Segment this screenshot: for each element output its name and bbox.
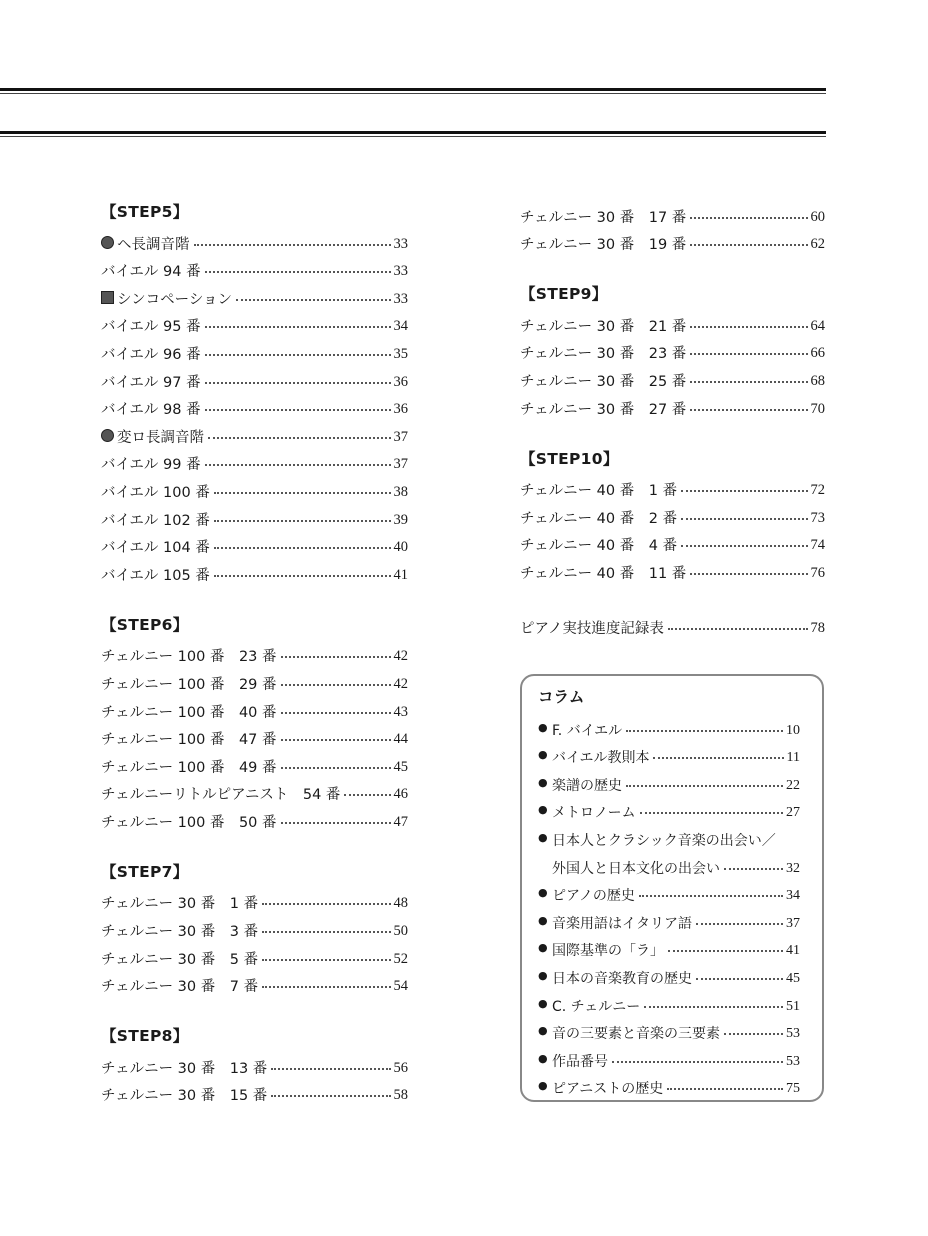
toc-entry[interactable] [520,227,825,255]
dot-leader [281,822,391,824]
step-heading: 【STEP6】 [101,615,189,634]
dot-leader [194,244,391,246]
toc-entry-page: 39 [393,511,408,528]
toc-entry[interactable] [101,309,408,337]
circle-bullet-icon [101,429,114,442]
dot-leader [626,730,783,732]
toc-entry-label: チェルニー 30 番 15 番 [101,1088,268,1105]
toc-entry-label: チェルニー 30 番 25 番 [520,373,687,390]
toc-entry-label: チェルニー 40 番 1 番 [520,483,678,500]
bullet-icon: ● [538,1051,548,1065]
toc-section [101,612,408,832]
column-entry-label: ピアノの歴史 [552,888,635,905]
toc-entry-label: チェルニーリトルピアニスト 54 番 [101,787,341,804]
toc-entry[interactable] [520,363,825,391]
column-entry[interactable] [538,1016,800,1044]
column-entry-page: 41 [786,943,800,959]
toc-entry-label: バイエル 94 番 [101,264,201,281]
bullet-icon: ● [538,1079,548,1093]
dot-leader [205,382,391,384]
dot-leader [653,757,783,759]
toc-entry-page: 36 [393,401,408,418]
toc-entry-page: 41 [393,566,408,583]
toc-entry[interactable] [101,777,408,805]
column-entry[interactable] [538,1043,800,1071]
toc-entry-page: 60 [810,208,825,225]
toc-left-column [101,199,408,1132]
toc-entry-page: 43 [393,703,408,720]
column-entry-label: 作品番号 [552,1053,608,1070]
column-entry[interactable] [538,960,800,988]
column-entry[interactable] [538,740,800,768]
column-entry-page: 34 [786,888,800,904]
column-box [520,674,824,1102]
toc-entry-label: バイエル 95 番 [101,319,201,336]
header-thin-rule [0,136,826,137]
toc-entry[interactable] [101,639,408,667]
toc-entry-label: チェルニー 100 番 40 番 [101,704,277,721]
toc-entry[interactable] [101,722,408,750]
step-heading: 【STEP5】 [101,203,189,221]
column-entry-label: 音楽用語はイタリア語 [552,915,692,932]
toc-entry[interactable] [101,336,408,364]
dot-leader [271,1068,390,1070]
column-entry-label: バイエル教則本 [552,750,650,767]
toc-entry[interactable] [101,557,408,585]
column-entry-label: 楽譜の歴史 [552,777,622,794]
dot-leader [681,545,807,547]
toc-entry-page: 33 [393,263,408,280]
toc-entry[interactable] [520,473,825,501]
toc-entry-page: 68 [810,372,825,389]
toc-entry-label: チェルニー 30 番 7 番 [101,979,259,996]
toc-entry-page: 47 [393,813,408,830]
toc-entry-page: 38 [393,483,408,500]
toc-entry-page: 46 [393,786,408,803]
dot-leader [612,1061,783,1063]
column-entry-label: 日本の音楽教育の歴史 [552,970,692,987]
dot-leader [724,868,783,870]
toc-entry[interactable] [520,555,825,583]
step-heading: 【STEP10】 [520,449,619,468]
toc-entry-page: 45 [393,758,408,775]
toc-entry-label: チェルニー 100 番 47 番 [101,732,277,749]
column-entry-label: ピアニストの歴史 [552,1081,664,1098]
toc-entry-page: 42 [393,648,408,665]
dot-leader [205,409,391,411]
bullet-icon: ● [538,913,548,927]
toc-entry-label: チェルニー 30 番 27 番 [520,401,687,418]
dot-leader [690,409,807,411]
toc-section-continued [520,199,825,254]
toc-entry[interactable] [101,1050,408,1078]
toc-entry-page: 66 [810,345,825,362]
step-heading: 【STEP9】 [520,285,608,304]
toc-entry[interactable] [101,969,408,997]
toc-entry-page: 54 [393,978,408,995]
toc-entry-page: 33 [393,235,408,252]
square-bullet-icon [101,291,114,304]
step-heading: 【STEP7】 [101,862,189,881]
dot-leader [214,547,391,549]
toc-entry-page: 70 [810,400,825,417]
column-entry-label: 日本人とクラシック音楽の出会い／ [552,832,776,849]
dot-leader [205,326,391,328]
column-entry[interactable] [538,1071,800,1099]
dot-leader [690,573,807,575]
toc-entry-page: 50 [393,923,408,940]
dot-leader [205,271,391,273]
toc-entry[interactable] [520,500,825,528]
dot-leader [281,739,391,741]
toc-entry[interactable] [101,1078,408,1106]
dot-leader [208,437,391,439]
toc-entry-page: 76 [810,564,825,581]
column-entry-continuation[interactable] [538,850,800,878]
toc-entry[interactable] [520,308,825,336]
column-box-title: コラム [538,688,585,706]
toc-entry-page: 33 [393,290,408,307]
progress-record-entry[interactable] [520,610,825,638]
bullet-icon: ● [538,775,548,789]
toc-entry-label: チェルニー 30 番 3 番 [101,924,259,941]
column-entry-page: 45 [786,970,800,986]
toc-entry[interactable] [101,502,408,530]
column-entry-page: 27 [786,805,800,821]
column-entry-page: 53 [786,1053,800,1069]
toc-entry-page: 34 [393,318,408,335]
column-entry[interactable] [538,933,800,961]
dot-leader [205,464,391,466]
toc-entry[interactable] [101,941,408,969]
column-entry[interactable] [538,988,800,1016]
column-entry-label: 外国人と日本文化の出会い [552,860,720,877]
toc-entry[interactable] [101,474,408,502]
toc-entry-page: 42 [393,675,408,692]
column-entry-label: F. バイエル [552,722,623,739]
dot-leader [690,244,807,246]
column-entry[interactable] [538,712,800,740]
toc-entry[interactable] [101,666,408,694]
dot-leader [262,931,390,933]
bullet-icon: ● [538,941,548,955]
toc-section [520,446,825,583]
toc-entry[interactable] [101,913,408,941]
toc-entry-label: バイエル 96 番 [101,346,201,363]
dot-leader [681,490,807,492]
toc-entry-page: 48 [393,895,408,912]
column-entry-page: 75 [786,1081,800,1097]
bullet-icon: ● [538,968,548,982]
toc-entry-label: バイエル 100 番 [101,484,210,501]
dot-leader [626,785,783,787]
bullet-icon: ● [538,830,548,844]
toc-section [101,199,408,585]
toc-entry[interactable] [101,804,408,832]
toc-entry-page: 37 [393,456,408,473]
dot-leader [690,326,807,328]
toc-entry-page: 78 [810,619,825,636]
toc-entry-label: バイエル 102 番 [101,512,210,529]
toc-entry[interactable] [101,749,408,777]
toc-entry-label: チェルニー 100 番 23 番 [101,649,277,666]
toc-entry-label: チェルニー 30 番 19 番 [520,237,687,254]
dot-leader [236,299,390,301]
dot-leader [205,354,391,356]
toc-entry-page: 35 [393,345,408,362]
toc-entry[interactable] [101,392,408,420]
toc-entry[interactable] [101,447,408,475]
toc-entry-label: ピアノ実技進度記録表 [520,620,664,637]
toc-entry-label: バイエル 104 番 [101,540,210,557]
bullet-icon: ● [538,748,548,762]
toc-entry-label: チェルニー 30 番 5 番 [101,951,259,968]
toc-section [101,1023,408,1105]
toc-entry-label: チェルニー 30 番 17 番 [520,209,687,226]
toc-entry[interactable] [101,254,408,282]
dot-leader [281,712,391,714]
column-entry-page: 32 [786,860,800,876]
bullet-icon: ● [538,886,548,900]
column-entry-label: 音の三要素と音楽の三要素 [552,1026,720,1043]
toc-entry-label: チェルニー 40 番 4 番 [520,538,678,555]
top-double-rule [0,88,826,91]
dot-leader [344,794,390,796]
toc-entry-label: チェルニー 100 番 29 番 [101,676,277,693]
toc-entry-label: チェルニー 40 番 11 番 [520,565,687,582]
bullet-icon: ● [538,803,548,817]
dot-leader [281,684,391,686]
toc-entry-label: バイエル 98 番 [101,402,201,419]
dot-leader [667,1088,783,1090]
dot-leader [271,1095,390,1097]
dot-leader [690,353,807,355]
dot-leader [214,492,391,494]
column-entry-page: 11 [786,750,800,766]
column-entry-label: 国際基準の「ラ」 [552,943,664,960]
toc-entry-page: 40 [393,539,408,556]
column-entry[interactable] [538,795,800,823]
toc-entry-label: ヘ長調音階 [117,236,190,253]
toc-entry[interactable] [101,226,408,254]
toc-entry-page: 64 [810,317,825,334]
dot-leader [640,812,783,814]
toc-entry-label: チェルニー 100 番 49 番 [101,759,277,776]
dot-leader [690,381,807,383]
dot-leader [262,986,390,988]
dot-leader [681,518,807,520]
dot-leader [668,628,808,630]
column-entry-page: 10 [786,722,800,738]
column-box-entries [538,712,800,1098]
column-entry-page: 51 [786,998,800,1014]
step-heading: 【STEP8】 [101,1027,189,1046]
dot-leader [214,520,391,522]
toc-entry-label: 変ロ長調音階 [117,429,204,446]
toc-entry[interactable] [101,694,408,722]
dot-leader [696,923,783,925]
column-entry-page: 22 [786,777,800,793]
toc-entry-label: チェルニー 30 番 21 番 [520,318,687,335]
toc-entry-label: チェルニー 40 番 2 番 [520,510,678,527]
toc-entry-page: 73 [810,509,825,526]
dot-leader [696,978,783,980]
toc-entry[interactable] [520,199,825,227]
toc-entry[interactable] [520,336,825,364]
circle-bullet-icon [101,236,114,249]
dot-leader [668,950,783,952]
toc-entry-page: 36 [393,373,408,390]
bullet-icon: ● [538,1024,548,1038]
toc-entry-page: 37 [393,428,408,445]
toc-entry-page: 74 [810,537,825,554]
column-entry-label: メトロノーム [552,805,636,822]
bullet-icon: ● [538,720,548,734]
column-entry[interactable] [538,905,800,933]
column-entry[interactable] [538,822,800,850]
column-entry[interactable] [538,767,800,795]
toc-entry-label: バイエル 99 番 [101,457,201,474]
toc-entry-page: 56 [393,1059,408,1076]
toc-entry-page: 62 [810,236,825,253]
toc-entry-label: シンコペーション [117,291,233,308]
toc-entry-page: 44 [393,731,408,748]
toc-right-column [520,199,825,658]
column-entry-page: 53 [786,1026,800,1042]
toc-entry-label: チェルニー 30 番 1 番 [101,896,259,913]
dot-leader [281,767,391,769]
toc-entry[interactable] [520,391,825,419]
dot-leader [262,903,390,905]
toc-entry[interactable] [101,886,408,914]
toc-section [101,859,408,996]
toc-entry-page: 52 [393,950,408,967]
column-entry-page: 37 [786,915,800,931]
bullet-icon: ● [538,996,548,1010]
dot-leader [690,217,807,219]
top-thin-rule [0,93,826,94]
toc-entry[interactable] [520,528,825,556]
header-double-rule [0,131,826,134]
dot-leader [724,1033,783,1035]
column-entry-label: C. チェルニー [552,998,641,1015]
toc-entry-label: チェルニー 30 番 23 番 [520,346,687,363]
toc-entry[interactable] [101,530,408,558]
toc-entry-label: バイエル 105 番 [101,567,210,584]
dot-leader [644,1006,783,1008]
column-entry[interactable] [538,878,800,906]
dot-leader [262,959,390,961]
dot-leader [639,895,783,897]
toc-entry-label: バイエル 97 番 [101,374,201,391]
toc-entry-page: 72 [810,482,825,499]
toc-section [520,281,825,418]
dot-leader [214,575,391,577]
toc-entry-label: チェルニー 30 番 13 番 [101,1060,268,1077]
toc-entry[interactable] [101,281,408,309]
toc-entry-page: 58 [393,1087,408,1104]
toc-entry[interactable] [101,419,408,447]
dot-leader [281,656,391,658]
toc-entry-label: チェルニー 100 番 50 番 [101,814,277,831]
toc-entry[interactable] [101,364,408,392]
